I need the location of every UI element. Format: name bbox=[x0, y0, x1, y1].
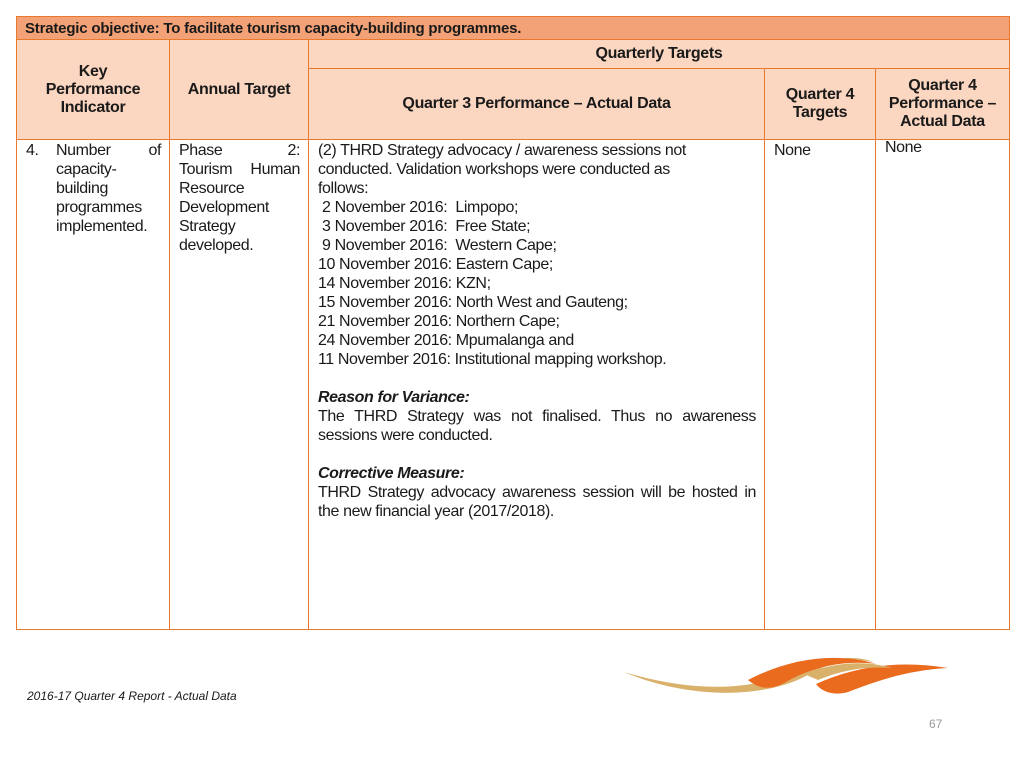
header-q4-targets: Quarter 4 Targets bbox=[765, 69, 876, 140]
workshop-line: 9 November 2016: Western Cape; bbox=[318, 237, 557, 254]
workshop-line: 15 November 2016: North West and Gauteng; bbox=[318, 294, 628, 311]
page-number: 67 bbox=[929, 717, 943, 731]
annual-target-text: Tourism Human Resource Development Strategy developed. bbox=[179, 161, 300, 254]
workshop-line: 10 November 2016: Eastern Cape; bbox=[318, 256, 553, 273]
corrective-text: THRD Strategy advocacy awareness session will be hosted in the new financial year (2017/2018). bbox=[318, 484, 756, 520]
workshop-line: 14 November 2016: KZN; bbox=[318, 275, 491, 292]
header-q3-actual: Quarter 3 Performance – Actual Data bbox=[309, 69, 765, 140]
workshop-line: 21 November 2016: Northern Cape; bbox=[318, 313, 560, 330]
workshop-list bbox=[318, 198, 756, 369]
variance-title: Reason for Variance: bbox=[318, 389, 470, 406]
footer-report-label: 2016-17 Quarter 4 Report - Actual Data bbox=[27, 689, 237, 703]
header-annual-target: Annual Target bbox=[170, 40, 309, 140]
logo-swoosh bbox=[620, 648, 950, 698]
kpi-number: 4. bbox=[26, 142, 39, 159]
header-kpi: Key Performance Indicator bbox=[17, 40, 170, 140]
table-row bbox=[17, 140, 1010, 630]
q3-intro: (2) THRD Strategy advocacy / awareness sessions not conducted. Validation workshops were conducted as follows: bbox=[318, 142, 686, 197]
variance-text: The THRD Strategy was not finalised. Thus no awareness sessions were conducted. bbox=[318, 408, 756, 444]
workshop-line: 24 November 2016: Mpumalanga and bbox=[318, 332, 574, 349]
annual-target-cell bbox=[170, 140, 309, 630]
workshop-line: 2 November 2016: Limpopo; bbox=[318, 199, 518, 216]
workshop-line: 3 November 2016: Free State; bbox=[318, 218, 531, 235]
annual-target-line1: Phase 2: bbox=[179, 142, 300, 159]
kpi-table bbox=[16, 16, 1010, 630]
workshop-line: 11 November 2016: Institutional mapping workshop. bbox=[318, 351, 667, 368]
q3-actual-cell bbox=[309, 140, 765, 630]
kpi-text: capacity-building programmes implemented. bbox=[56, 161, 148, 235]
kpi-cell bbox=[17, 140, 170, 630]
header-q4-actual: Quarter 4 Performance – Actual Data bbox=[876, 69, 1010, 140]
corrective-title: Corrective Measure: bbox=[318, 465, 465, 482]
strategic-objective: Strategic objective: To facilitate tourism capacity-building programmes. bbox=[17, 17, 1010, 40]
q4-actual-cell: None bbox=[876, 140, 1010, 630]
header-quarterly-targets: Quarterly Targets bbox=[309, 40, 1010, 69]
q4-targets-cell: None bbox=[765, 140, 876, 630]
kpi-text-line1: Number of bbox=[56, 142, 161, 159]
